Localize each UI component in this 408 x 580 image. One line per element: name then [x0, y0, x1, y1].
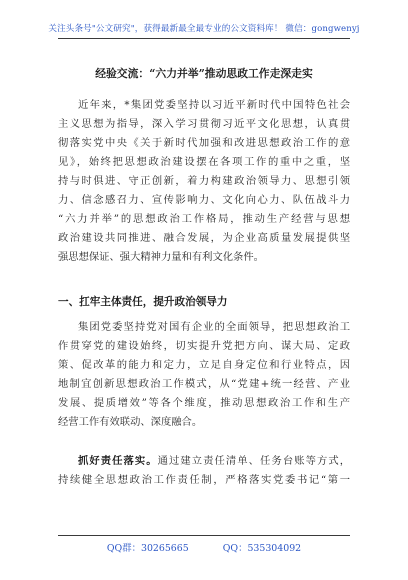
subsection-lead: 抓好责任落实。 — [78, 455, 158, 467]
text-line — [58, 452, 350, 471]
text-line: 政治建设共同推进、融合发展，为企业高质量发展提供坚 — [58, 232, 350, 244]
text-line: 强思想保证、强大精神力量和有利文化条件。 — [58, 251, 264, 263]
text-line: 见》，始终把思想政治建设摆在各项工作的重中之重，坚 — [58, 156, 350, 168]
bottom-rule — [58, 535, 350, 536]
text-line: 地制宜创新思想政治工作模式，从“党建+统一经营、产业 — [58, 378, 350, 390]
text-line: 持与时俱进、守正创新，着力构建政治领导力、思想引领 — [58, 175, 350, 187]
text-line: 彻落实党中央《关于新时代加强和改进思想政治工作的意 — [58, 137, 350, 149]
text-line: “六力并举”的思想政治工作格局，推动生产经营与思想 — [58, 213, 350, 225]
footer-contacts — [0, 540, 408, 554]
top-rule — [58, 38, 350, 39]
document-title: 经验交流：“六力并举”推动思政工作走深走实 — [95, 67, 313, 80]
qq-number: QQ：535304092 — [222, 543, 302, 554]
intro-paragraph — [58, 96, 350, 267]
text-line: 集团党委坚持党对国有企业的全面领导，把思想政治工 — [78, 321, 350, 333]
qq-group-number: QQ群：30265665 — [106, 543, 189, 554]
text-line: 近年来，*集团党委坚持以习近平新时代中国特色社会 — [78, 99, 350, 111]
text-line: 作贯穿党的建设始终，切实提升党把方向、谋大局、定政 — [58, 340, 350, 352]
section-heading: 一、扛牢主体责任，提升政治领导力 — [58, 296, 228, 308]
text-line: 主义思想为指导，深入学习贯彻习近平文化思想，认真贯 — [58, 118, 350, 130]
subsection-paragraph — [58, 452, 350, 490]
text-line: 持续健全思想政治工作责任制，严格落实党委书记“第一 — [58, 474, 350, 486]
text-line: 发展、提质增效”等各个维度，推动思想政治工作和生产 — [58, 397, 350, 409]
section1-paragraph — [58, 318, 350, 432]
subsection-text: 通过建立责任清单、任务台账等方式， — [157, 455, 351, 467]
text-line: 策、促改革的能力和定力，立足自身定位和行业特点，因 — [58, 359, 350, 371]
top-banner: 关注头条号"公文研究"，获得最新最全最专业的公文资料库！ 微信：gongwenyj — [48, 24, 360, 34]
text-line: 力、信念感召力、宣传影响力、文化向心力、队伍战斗力 — [58, 194, 350, 206]
text-line: 经营工作有效联动、深度融合。 — [58, 416, 203, 428]
